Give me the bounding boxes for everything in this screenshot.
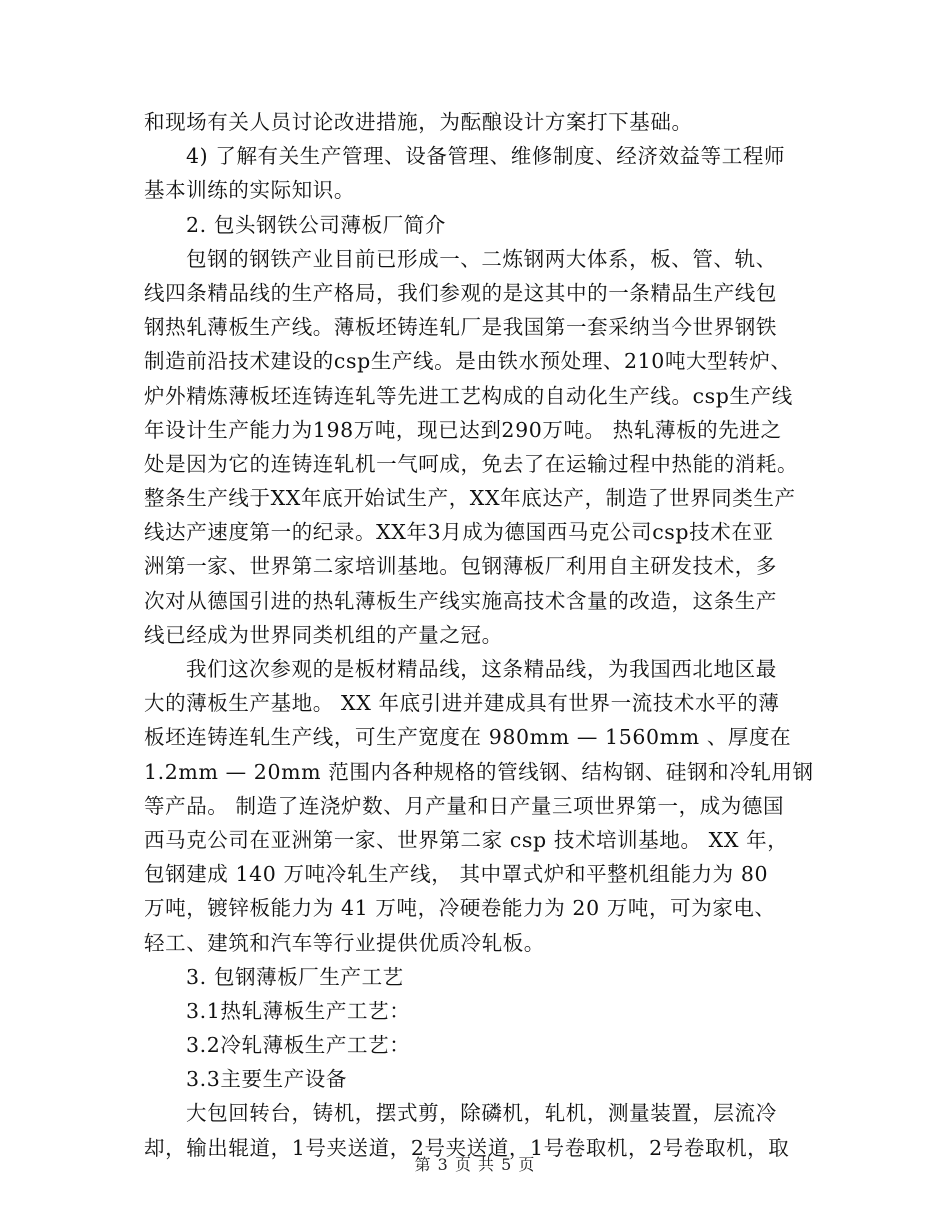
text-line: 线达产速度第一的纪录。XX年3月成为德国西马克公司csp技术在亚	[144, 520, 774, 545]
text-line: 等产品。 制造了连浇炉数、月产量和日产量三项世界第一，成为德国	[144, 793, 785, 818]
text-line: 却，输出辊道，1号夹送道，2号夹送道，1号卷取机，2号卷取机，取	[144, 1135, 790, 1160]
text-line: 大的薄板生产基地。 XX 年底引进并建成具有世界一流技术水平的薄	[144, 691, 780, 716]
document-body	[144, 105, 814, 1165]
text-line: 基本训练的实际知识。	[144, 178, 355, 203]
text-line: 包钢的钢铁产业目前已形成一、二炼钢两大体系，板、管、轨、	[186, 246, 777, 271]
text-line: 大包回转台，铸机，摆式剪，除磷机，轧机，测量装置，层流冷	[186, 1101, 777, 1126]
text-line: 整条生产线于XX年底开始试生产，XX年底达产，制造了世界同类生产	[144, 486, 796, 511]
text-line: 年设计生产能力为198万吨，现已达到290万吨。 热轧薄板的先进之	[144, 417, 782, 442]
text-line: 线已经成为世界同类机组的产量之冠。	[144, 622, 503, 647]
text-line: 3.3主要生产设备	[186, 1067, 348, 1092]
text-line: 处是因为它的连铸连轧机一气呵成，免去了在运输过程中热能的消耗。	[144, 451, 799, 476]
text-line: 洲第一家、世界第二家培训基地。包钢薄板厂利用自主研发技术，多	[144, 554, 777, 579]
text-line: 我们这次参观的是板材精品线，这条精品线，为我国西北地区最	[186, 657, 777, 681]
text-line: 万吨，镀锌板能力为 41 万吨，冷硬卷能力为 20 万吨，可为家电、	[144, 896, 776, 921]
text-line: 制造前沿技术建设的csp生产线。是由铁水预处理、210吨大型转炉、	[144, 349, 792, 374]
text-line: 轻工、建筑和汽车等行业提供优质冷轧板。	[144, 930, 545, 955]
text-line: 次对从德国引进的热轧薄板生产线实施高技术含量的改造，这条生产	[144, 588, 777, 613]
text-line: 线四条精品线的生产格局，我们参观的是这其中的一条精品生产线包	[144, 280, 777, 305]
text-line: 3. 包钢薄板厂生产工艺	[186, 964, 404, 989]
text-line: 包钢建成 140 万吨冷轧生产线， 其中罩式炉和平整机组能力为 80	[144, 862, 769, 887]
page-footer: 第 3 页 共 5 页	[414, 1155, 536, 1174]
text-line: 西马克公司在亚洲第一家、世界第二家 csp 技术培训基地。 XX 年，	[144, 827, 789, 852]
text-line: 1.2mm — 20mm 范围内各种规格的管线钢、结构钢、硅钢和冷轧用钢	[144, 759, 814, 784]
text-line: 钢热轧薄板生产线。薄板坯铸连轧厂是我国第一套采纳当今世界钢铁	[144, 315, 777, 340]
text-line: 炉外精炼薄板坯连铸连轧等先进工艺构成的自动化生产线。csp生产线	[144, 383, 793, 408]
text-line: 3.1热轧薄板生产工艺：	[186, 998, 411, 1023]
text-line: 4) 了解有关生产管理、设备管理、维修制度、经济效益等工程师	[186, 144, 786, 169]
text-line: 2. 包头钢铁公司薄板厂简介	[186, 212, 446, 237]
text-line: 3.2冷轧薄板生产工艺：	[186, 1033, 411, 1058]
text-line: 和现场有关人员讨论改进措施，为酝酿设计方案打下基础。	[144, 110, 693, 134]
text-line: 板坯连铸连轧生产线，可生产宽度在 980mm — 1560mm 、厚度在	[144, 725, 792, 750]
